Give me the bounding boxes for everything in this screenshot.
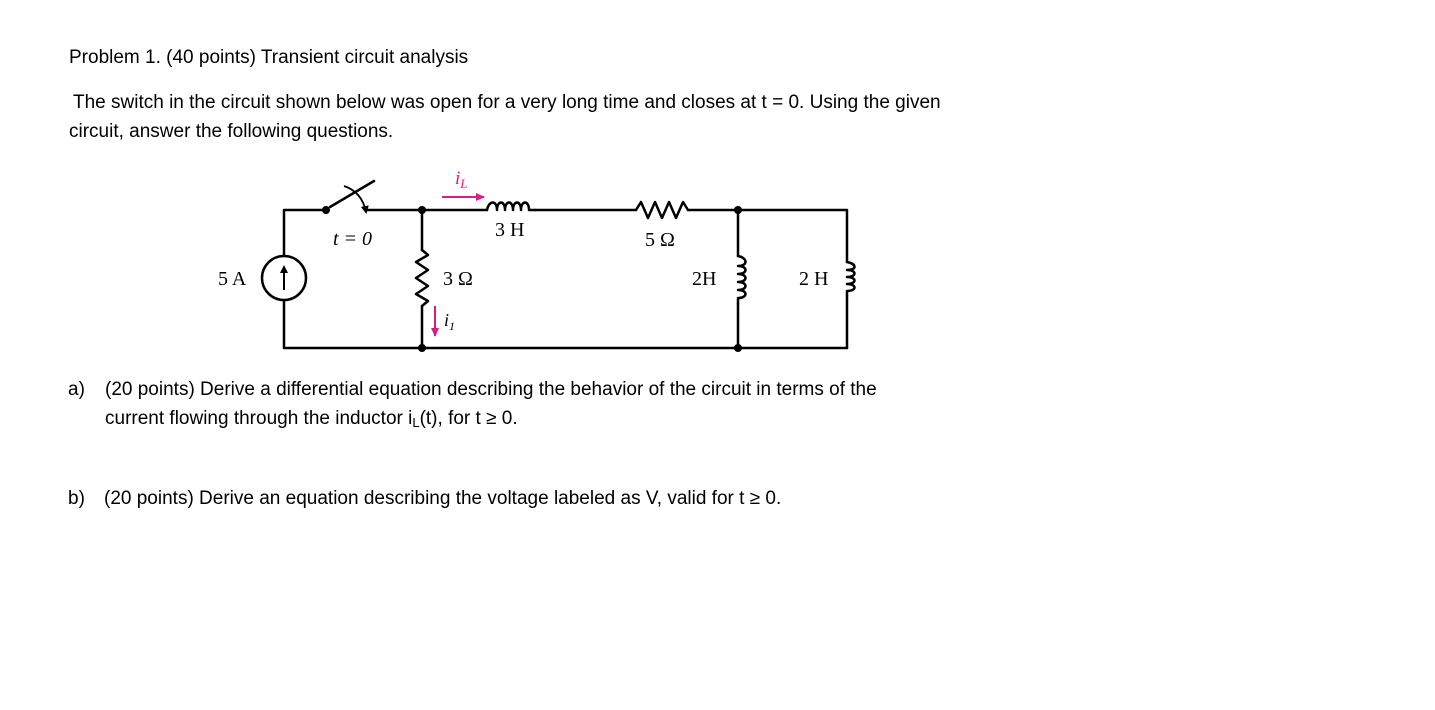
question-b-marker: b) [68,488,85,509]
question-a-line-1: (20 points) Derive a differential equation describing the behavior of the circuit in terms of the [105,379,877,400]
inductor-2h-a [738,256,746,304]
switch-arrow [344,186,366,212]
resistor-3-label: 3 Ω [443,268,473,290]
current-i1-label [444,310,455,333]
wire-left-top [284,210,326,255]
switch-pivot [322,206,330,214]
current-iL-label [455,168,468,191]
inductor-2h-a-label: 2H [692,268,717,290]
problem-title: Problem 1. (40 points) Transient circuit analysis [69,47,469,68]
current-iL-symbol: i [455,168,461,189]
node-bottom-right [734,344,742,352]
inductor-2h-b-label: 2 H [799,268,829,290]
question-a-subscript: L [412,415,420,430]
switch-label: t = 0 [333,228,373,250]
resistor-5-label: 5 Ω [645,229,675,251]
question-a-line-2-suffix: (t), for t ≥ 0. [419,408,518,429]
problem-intro-line-1: The switch in the circuit shown below was open for a very long time and closes at t = 0. Using the given [73,92,941,113]
resistor-3ohm [416,250,428,306]
source-label: 5 A [218,268,247,290]
current-i1-subscript: 1 [449,319,456,333]
question-a-marker: a) [68,379,85,400]
switch-blade [330,181,374,207]
question-a-line-2-prefix: current flowing through the inductor i [105,408,413,429]
question-a-line-2 [105,404,518,437]
question-b-line-1: (20 points) Derive an equation describing the voltage labeled as V, valid for t ≥ 0. [104,488,782,509]
inductor-3h-label: 3 H [495,219,525,241]
current-iL-subscript: L [460,176,468,191]
resistor-5ohm [636,202,688,218]
wire-left-bottom [284,301,422,348]
wire-top-right [688,210,847,262]
problem-intro-line-2: circuit, answer the following questions. [69,121,394,142]
inductor-2h-b [847,262,855,296]
node-top-left [418,206,426,214]
node-bottom-left [418,344,426,352]
node-top-right [734,206,742,214]
current-i1-symbol: i [444,310,450,330]
inductor-3h [487,203,535,211]
